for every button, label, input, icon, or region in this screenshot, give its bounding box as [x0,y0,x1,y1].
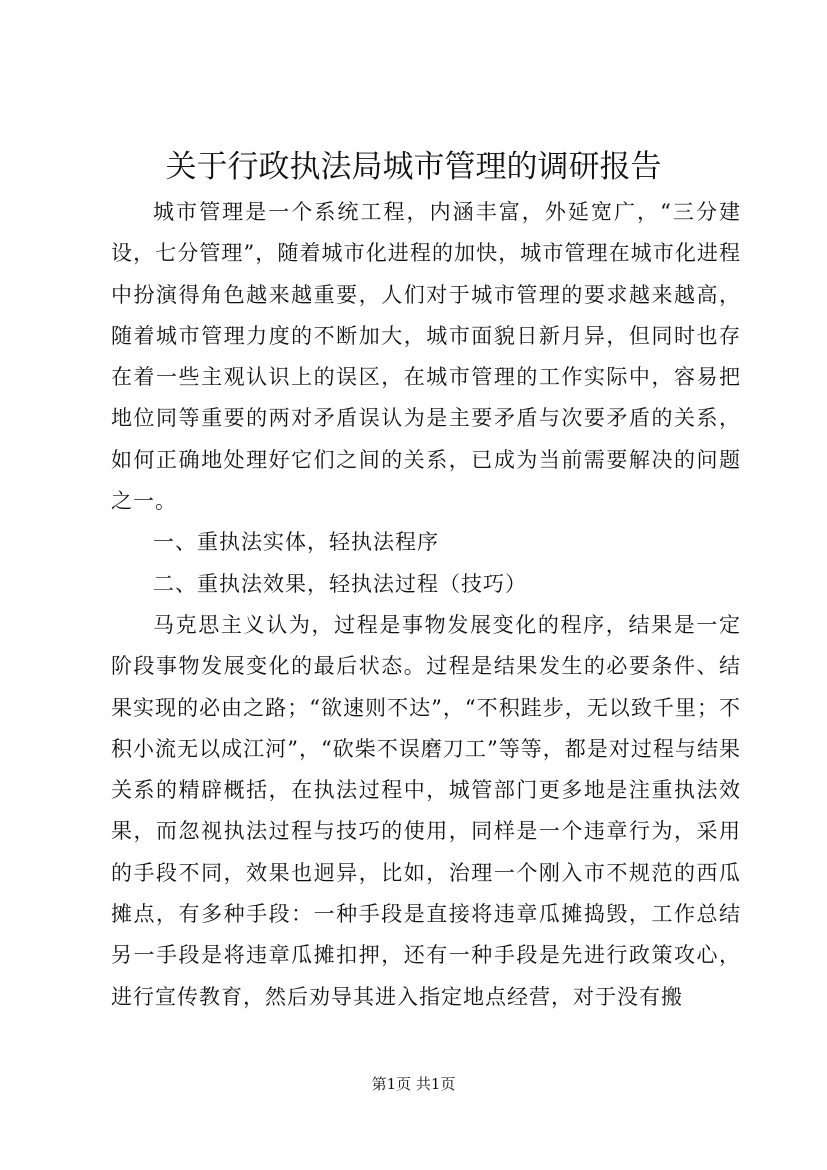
body-paragraph-process: 马克思主义认为，过程是事物发展变化的程序，结果是一定阶段事物发展变化的最后状态。过程是结果发生的必要条件、结果实现的必由之路；“欲速则不达”，“不积跬步，无以致千里；不积小流无以成江河”，“砍柴不误磨刀工”等等，都是对过程与结果关系的精辟概括，在执法过程中，城管部门更多地是注重执法效果，而忽视执法过程与技巧的使用，同样是一个违章行为，采用的手段不同，效果也迥异，比如，治理一个刚入市不规范的西瓜摊点，有多种手段：一种手段是直接将违章瓜摊捣毁，工作总结另一手段是将违章瓜摊扣押，还有一种手段是先进行政策攻心，进行宣传教育，然后劝导其进入指定地点经营，对于没有搬 [111,612,741,1009]
page-footer: 第1页 共1页 [371,1075,456,1093]
section-heading-2: 二、重执法效果，轻执法过程（技巧） [153,571,527,596]
document-body [111,192,741,1018]
section-heading-1: 一、重执法实体，轻执法程序 [153,530,439,555]
document-title: 关于行政执法局城市管理的调研报告 [165,149,662,185]
body-paragraph-intro: 城市管理是一个系统工程，内涵丰富，外延宽广，“三分建设，七分管理”，随着城市化进程的加快，城市管理在城市化进程中扮演得角色越来越重要，人们对于城市管理的要求越来越高，随着城市管理力度的不断加大，城市面貌日新月异，但同时也存在着一些主观认识上的误区，在城市管理的工作实际中，容易把地位同等重要的两对矛盾误认为是主要矛盾与次要矛盾的关系，如何正确地处理好它们之间的关系，已成为当前需要解决的问题之一。 [111,200,741,514]
